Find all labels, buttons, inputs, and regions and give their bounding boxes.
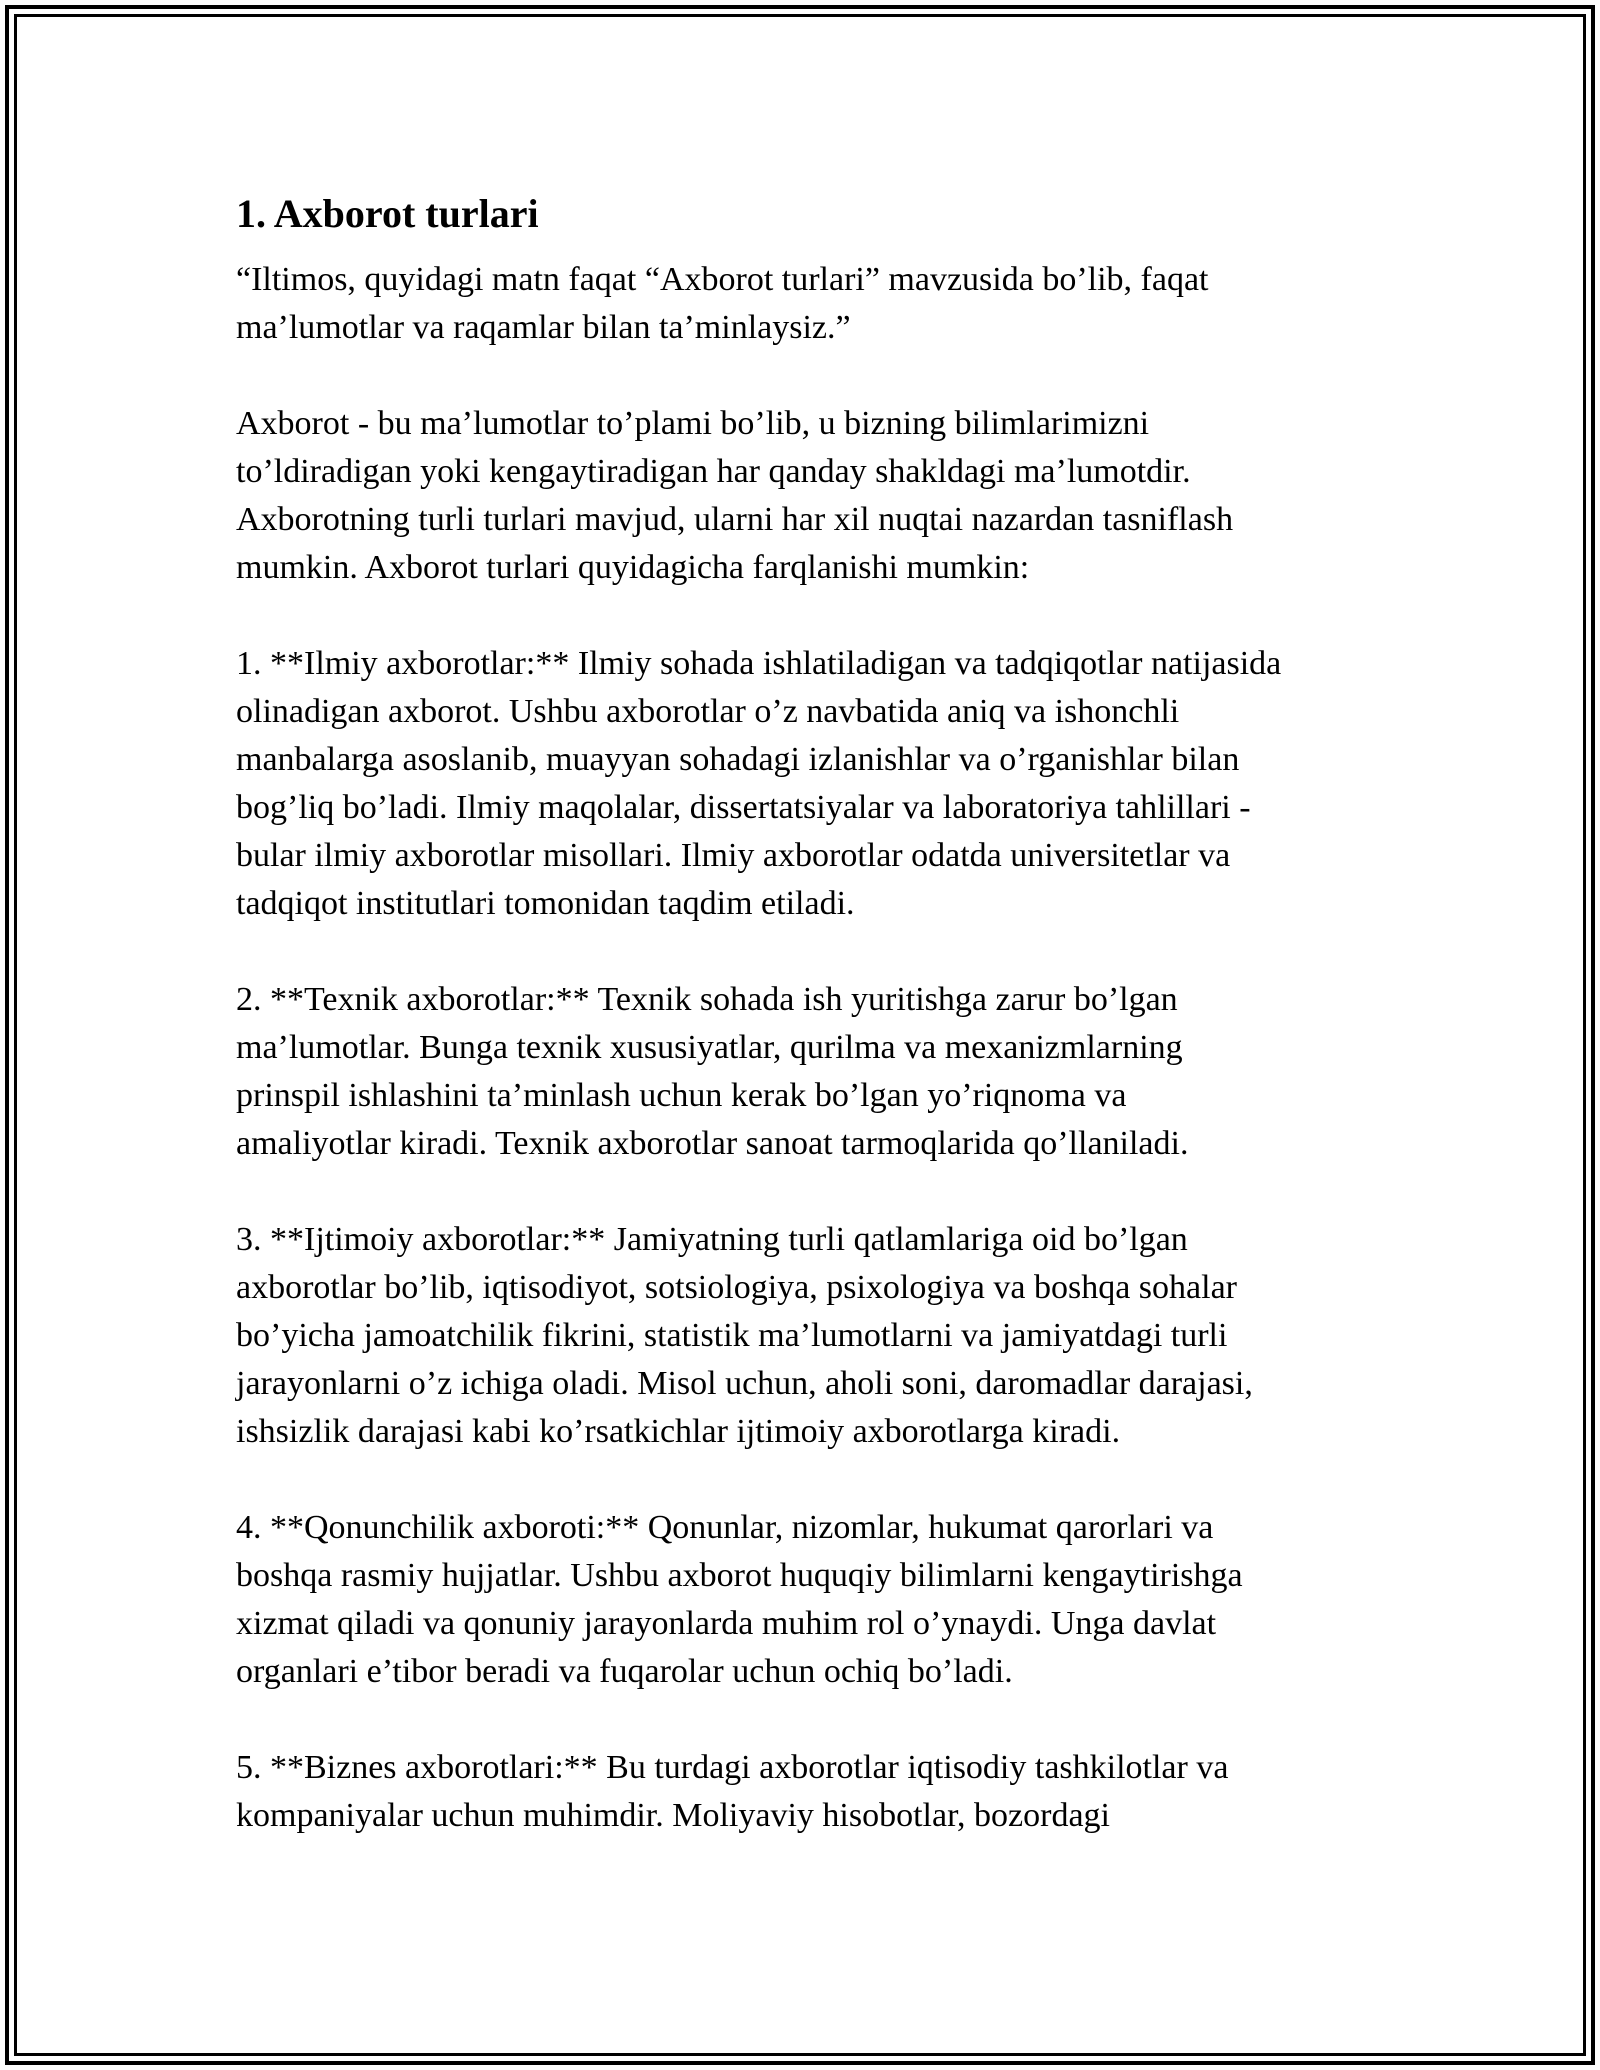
list-item-business: 5. **Biznes axborotlari:** Bu turdagi axborotlar iqtisodiy tashkilotlar va kompaniyalar uchun muhimdir. Moliyaviy hisobotlar, bozordagi [236, 1749, 1229, 1834]
list-item-technical: 2. **Texnik axborotlar:** Texnik sohada ish yuritishga zarur bo’lgan ma’lumotlar. Bunga texnik xususiyatlar, qurilma va mexanizmlarning prinspil ishlashini ta’minlash uchun kerak bo’lgan yo’riqnoma va amaliyotlar kiradi. Texnik axborotlar sanoat tarmoqlarida qo’llaniladi. [236, 981, 1189, 1162]
list-item-social: 3. **Ijtimoiy axborotlar:** Jamiyatning turli qatlamlariga oid bo’lgan axborotlar bo’lib, iqtisodiyot, sotsiologiya, psixologiya va boshqa sohalar bo’yicha jamoatchilik fikrini, statistik ma’lumotlarni va jamiyatdagi turli jarayonlarni o’z ichiga oladi. Misol uchun, aholi soni, daromadlar darajasi, ishsizlik darajasi kabi ko’rsatkichlar ijtimoiy axborotlarga kiradi. [236, 1221, 1253, 1450]
document-body [236, 188, 1386, 1840]
document-title: 1. Axborot turlari [236, 191, 539, 236]
list-item-legal: 4. **Qonunchilik axboroti:** Qonunlar, nizomlar, hukumat qarorlari va boshqa rasmiy hujjatlar. Ushbu axborot huquqiy bilimlarni kengaytirishga xizmat qiladi va qonuniy jarayonlarda muhim rol o’ynaydi. Unga davlat organlari e’tibor beradi va fuqarolar uchun ochiq bo’ladi. [236, 1509, 1243, 1690]
intro-quote-paragraph: “Iltimos, quyidagi matn faqat “Axborot turlari” mavzusida bo’lib, faqat ma’lumotlar va raqamlar bilan ta’minlaysiz.” [236, 261, 1209, 346]
definition-paragraph: Axborot - bu ma’lumotlar to’plami bo’lib, u bizning bilimlarimizni to’ldiradigan yoki kengaytiradigan har qanday shakldagi ma’lumotdir. Axborotning turli turlari mavjud, ularni har xil nuqtai nazardan tasniflash mumkin. Axborot turlari quyidagicha farqlanishi mumkin: [236, 405, 1234, 586]
list-item-scientific: 1. **Ilmiy axborotlar:** Ilmiy sohada ishlatiladigan va tadqiqotlar natijasida olinadigan axborot. Ushbu axborotlar o’z navbatida aniq va ishonchli manbalarga asoslanib, muayyan sohadagi izlanishlar va o’rganishlar bilan bog’liq bo’ladi. Ilmiy maqolalar, dissertatsiyalar va laboratoriya tahlillari - bular ilmiy axborotlar misollari. Ilmiy axborotlar odatda universitetlar va tadqiqot institutlari tomonidan taqdim etiladi. [236, 645, 1282, 922]
